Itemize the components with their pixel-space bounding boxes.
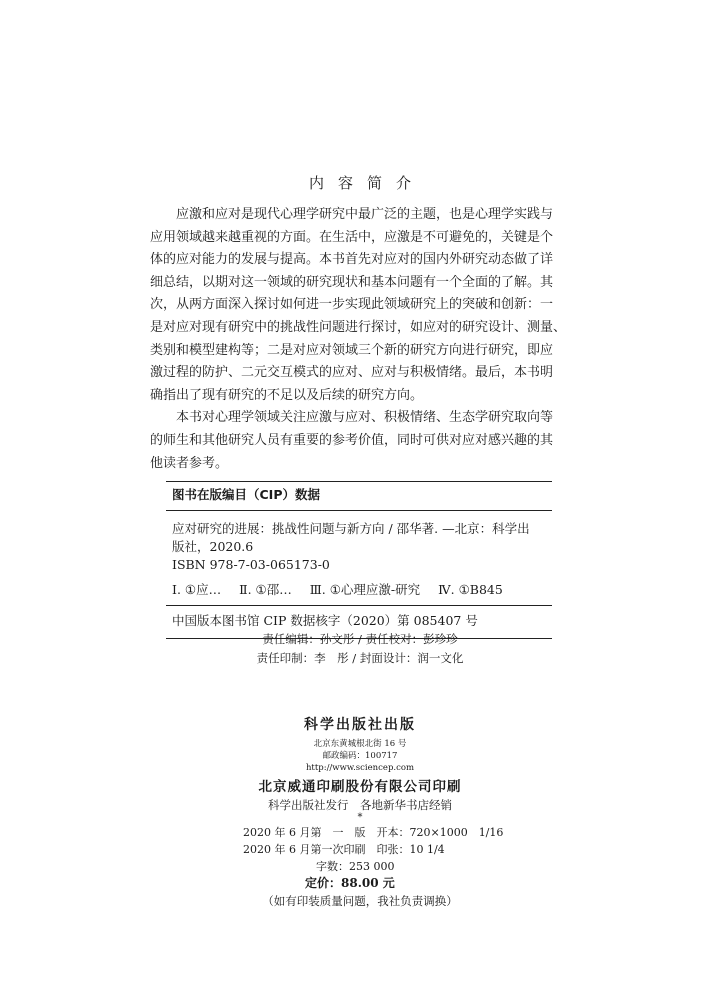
intro-p1-line: 体的应对能力的发展与提高。本书首先对应对的国内外研究动态做了详: [150, 252, 554, 268]
publisher-website: http://www.sciencep.com: [305, 763, 415, 773]
credits-block: [0, 630, 720, 668]
intro-paragraph-2: [150, 407, 570, 475]
cip-class-1: Ⅰ. ①应…: [172, 582, 222, 597]
distribution-line: 科学出版社发行 各地新华书店经销: [268, 798, 452, 812]
cip-description-line-2: 版社，2020.6: [172, 539, 254, 554]
intro-paragraph-1: [150, 204, 570, 407]
intro-section: [150, 204, 570, 475]
intro-p2-line: 他读者参考。: [150, 455, 229, 471]
intro-p1-line: 细总结，以期对这一领域的研究现状和基本问题有一个全面的了解。其: [150, 274, 554, 290]
spec-words: 字数：253 000: [316, 860, 395, 873]
intro-p1-line: 激过程的防护、二元交互模式的应对、应对与积极情绪。最后，本书明: [150, 365, 554, 381]
intro-p1-line: 应激和应对是现代心理学研究中最广泛的主题，也是心理学实践与: [176, 207, 554, 222]
cip-class-2: Ⅱ. ①邵…: [239, 582, 292, 597]
separator-star: *: [357, 812, 363, 823]
credits-editor-line: 责任编辑：孙文彤 / 责任校对：彭珍珍: [262, 632, 458, 646]
publisher-name: 科学出版社出版: [304, 717, 416, 733]
credits-printing-line: 责任印制：李 彤 / 封面设计：润一文化: [256, 651, 464, 665]
intro-p2-line: 本书对心理学领域关注应激与应对、积极情绪、生态学研究取向等: [176, 410, 554, 426]
publisher-address: 北京东黄城根北街 16 号: [313, 739, 407, 749]
intro-p1-line: 是对应对现有研究中的挑战性问题进行探讨，如应对的研究设计、测量、: [150, 319, 567, 335]
spec-edition: 2020 年 6 月第 一 版 开本：720×1000 1/16: [243, 826, 504, 839]
cip-heading: 图书在版编目（CIP）数据: [172, 487, 320, 502]
page-title: 内容简介: [308, 174, 425, 192]
publisher-block: [0, 714, 720, 823]
cip-description-line-1: 应对研究的进展：挑战性问题与新方向 / 邵华著. —北京：科学出: [172, 521, 530, 536]
publisher-postcode: 邮政编码：100717: [322, 751, 398, 761]
printer-name: 北京威通印刷股份有限公司印刷: [258, 779, 462, 795]
cip-classification: [172, 581, 552, 601]
spec-printing: 2020 年 6 月第一次印刷 印张：10 1/4: [243, 843, 445, 856]
intro-p1-line: 次，从两方面深入探讨如何进一步实现此领域研究上的突破和创新：一: [150, 297, 554, 313]
cip-class-4: Ⅳ. ①B845: [438, 582, 503, 597]
cip-isbn: ISBN 978-7-03-065173-0: [172, 557, 330, 572]
intro-p1-line: 确指出了现有研究的不足以及后续的研究方向。: [150, 387, 424, 403]
cip-body: [166, 511, 552, 601]
quality-note: （如有印装质量问题，我社负责调换）: [262, 894, 458, 908]
intro-p1-line: 应用领域越来越重视的方面。在生活中，应激是不可避免的，关键是个: [150, 229, 554, 245]
intro-p1-line: 类别和模型建构等；二是对应对领域三个新的研究方向进行研究，即应: [150, 342, 554, 358]
intro-p2-line: 的师生和其他研究人员有重要的参考价值，同时可供对应对感兴趣的其: [150, 432, 554, 448]
cip-number: 中国版本图书馆 CIP 数据核字（2020）第 085407 号: [172, 613, 478, 628]
cip-block: [166, 481, 552, 639]
spec-price: 定价：88.00 元: [305, 876, 395, 890]
cip-class-3: Ⅲ. ①心理应激-研究: [309, 582, 421, 597]
